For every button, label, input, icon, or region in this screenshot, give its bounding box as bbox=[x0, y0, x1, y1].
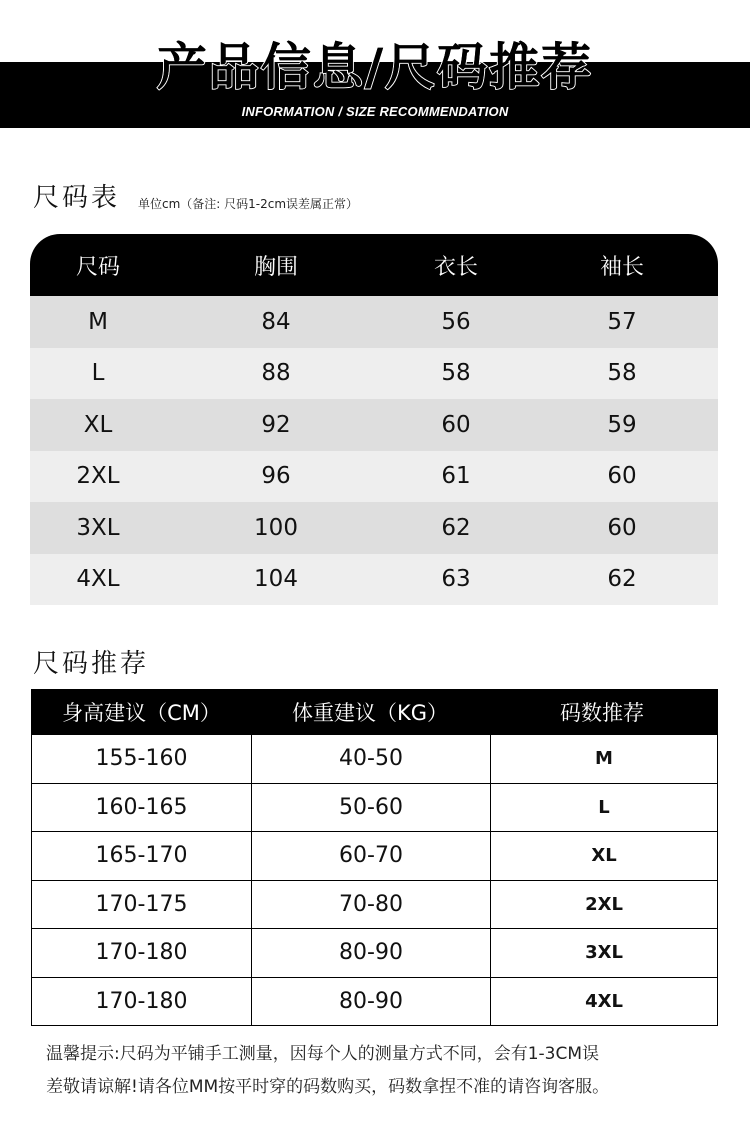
length-cell: 56 bbox=[441, 308, 471, 335]
height-cell: 155-160 bbox=[32, 735, 252, 783]
size-col-header: 尺码 bbox=[75, 254, 120, 280]
length-cell: 61 bbox=[441, 463, 471, 490]
size-rec-col-header: 码数推荐 bbox=[560, 701, 644, 725]
tips-line-2: 差敬请谅解!请各位MM按平时穿的码数购买，码数拿捏不准的请咨询客服。 bbox=[46, 1077, 610, 1097]
height-cell: 170-175 bbox=[32, 881, 252, 929]
size-cell: M bbox=[88, 308, 108, 335]
height-cell: 165-170 bbox=[32, 832, 252, 880]
height-cell: 170-180 bbox=[32, 978, 252, 1026]
recommendation-heading bbox=[33, 643, 149, 680]
height-col-header: 身高建议（CM） bbox=[62, 701, 221, 725]
size-cell: XL bbox=[83, 411, 113, 438]
sleeve-cell: 59 bbox=[607, 411, 637, 438]
length-col-header: 衣长 bbox=[433, 254, 478, 280]
size-chart-heading bbox=[33, 177, 120, 214]
chest-cell: 84 bbox=[261, 308, 291, 335]
size-cell: 2XL bbox=[76, 463, 120, 490]
size-chart-header-row bbox=[30, 234, 718, 296]
table-row bbox=[30, 348, 718, 400]
size-cell: 4XL bbox=[76, 566, 120, 593]
table-row bbox=[32, 734, 717, 783]
weight-cell: 80-90 bbox=[252, 978, 491, 1026]
table-row bbox=[32, 928, 717, 977]
size-chart-title: 尺码表 bbox=[33, 183, 121, 213]
recommendation-header-row bbox=[32, 690, 717, 734]
table-row bbox=[32, 831, 717, 880]
table-row bbox=[30, 554, 718, 606]
length-cell: 58 bbox=[441, 360, 471, 387]
size-rec-cell: 2XL bbox=[585, 893, 623, 915]
page-subtitle: INFORMATION / SIZE RECOMMENDATION bbox=[241, 104, 509, 119]
table-row bbox=[30, 296, 718, 348]
page-title-text: 产品信息/尺码推荐 bbox=[156, 37, 594, 96]
chest-cell: 104 bbox=[254, 566, 298, 593]
size-cell: 3XL bbox=[76, 514, 120, 541]
size-rec-cell: XL bbox=[591, 845, 617, 867]
table-row bbox=[32, 977, 717, 1026]
sleeve-cell: 57 bbox=[607, 308, 637, 335]
sleeve-cell: 60 bbox=[607, 463, 637, 490]
size-rec-cell: 4XL bbox=[585, 990, 623, 1012]
size-cell: L bbox=[91, 360, 105, 387]
size-rec-cell: 3XL bbox=[585, 942, 623, 964]
recommendation-table bbox=[31, 689, 718, 1026]
sleeve-col-header: 袖长 bbox=[599, 254, 644, 280]
chest-cell: 88 bbox=[261, 360, 291, 387]
weight-col-header: 体重建议（KG） bbox=[291, 701, 449, 725]
height-cell: 170-180 bbox=[32, 929, 252, 977]
size-chart-note: 单位cm（备注: 尺码1-2cm误差属正常） bbox=[138, 197, 359, 211]
length-cell: 60 bbox=[441, 411, 471, 438]
table-row bbox=[30, 451, 718, 503]
height-cell: 160-165 bbox=[32, 784, 252, 832]
table-row bbox=[32, 783, 717, 832]
tips-paragraph bbox=[46, 1038, 726, 1104]
chest-cell: 92 bbox=[261, 411, 291, 438]
weight-cell: 50-60 bbox=[252, 784, 491, 832]
weight-cell: 40-50 bbox=[252, 735, 491, 783]
size-rec-cell: L bbox=[598, 796, 610, 818]
size-chart-table bbox=[30, 234, 718, 605]
length-cell: 63 bbox=[441, 566, 471, 593]
weight-cell: 70-80 bbox=[252, 881, 491, 929]
recommendation-title: 尺码推荐 bbox=[33, 649, 150, 679]
tips-line-1: 温馨提示:尺码为平铺手工测量，因每个人的测量方式不同，会有1-3CM误 bbox=[46, 1044, 600, 1064]
size-chart-body bbox=[30, 296, 718, 605]
page-title bbox=[0, 32, 750, 102]
size-rec-cell: M bbox=[595, 748, 613, 770]
chest-cell: 100 bbox=[254, 514, 298, 541]
weight-cell: 60-70 bbox=[252, 832, 491, 880]
sleeve-cell: 58 bbox=[607, 360, 637, 387]
chest-cell: 96 bbox=[261, 463, 291, 490]
weight-cell: 80-90 bbox=[252, 929, 491, 977]
table-row bbox=[30, 502, 718, 554]
chest-col-header: 胸围 bbox=[253, 254, 298, 280]
sleeve-cell: 62 bbox=[607, 566, 637, 593]
table-row bbox=[32, 880, 717, 929]
table-row bbox=[30, 399, 718, 451]
length-cell: 62 bbox=[441, 514, 471, 541]
sleeve-cell: 60 bbox=[607, 514, 637, 541]
